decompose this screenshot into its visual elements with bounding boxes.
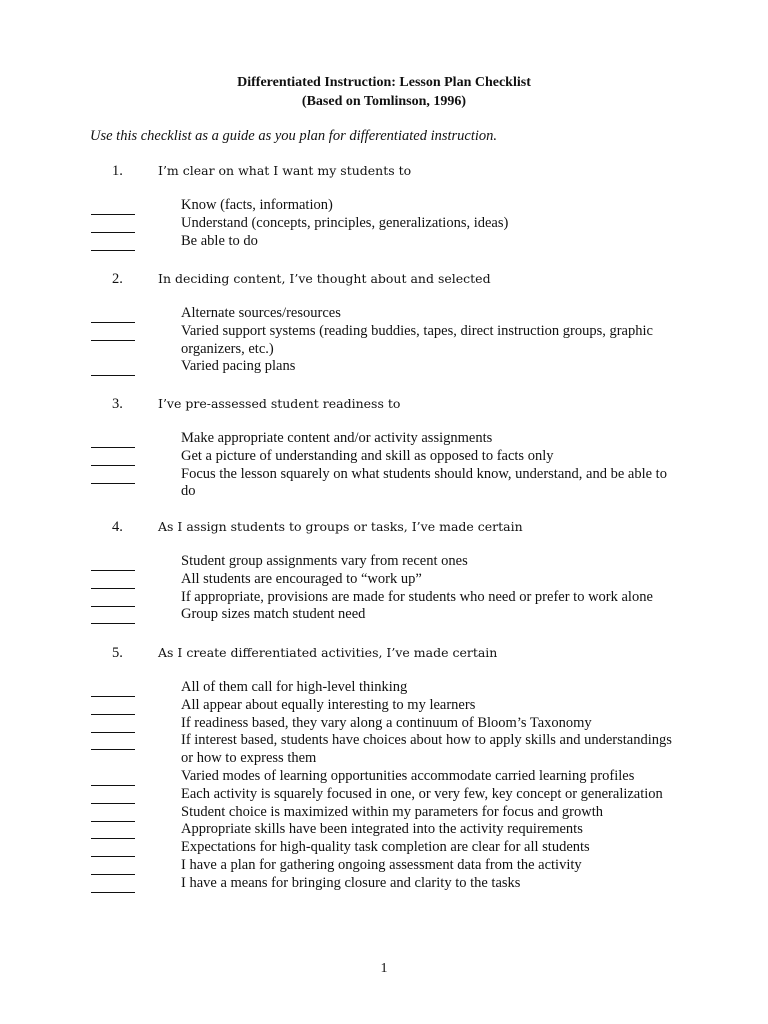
- checklist-items: [0, 430, 768, 501]
- checklist-item-text: Know (facts, information): [181, 197, 333, 213]
- checklist-item: [0, 571, 768, 589]
- checklist-item-text: All students are encouraged to “work up”: [181, 570, 422, 587]
- checkbox-blank-line[interactable]: [91, 821, 135, 839]
- checklist-item: [0, 553, 768, 571]
- section-number: 4.: [112, 519, 123, 535]
- checklist-item-text: If interest based, students have choices about how to apply skills and understandings or how to express them: [181, 732, 672, 767]
- section-title: In deciding content, I’ve thought about and selected: [158, 271, 491, 286]
- checklist-items: [0, 553, 768, 624]
- checklist-item-text: If readiness based, they vary along a continuum of Bloom’s Taxonomy: [181, 714, 592, 731]
- checkbox-blank-line[interactable]: [91, 215, 135, 233]
- checklist-item-text: Appropriate skills have been integrated into the activity requirements: [181, 821, 583, 838]
- checkbox-blank-line[interactable]: [91, 839, 135, 857]
- checklist-item: [0, 606, 768, 624]
- checklist-item: [0, 732, 768, 768]
- checkbox-blank-line[interactable]: [91, 786, 135, 804]
- checklist-item: [0, 358, 768, 376]
- checklist-item-text: Expectations for high-quality task completion are clear for all students: [181, 839, 590, 856]
- checklist-item: [0, 679, 768, 697]
- page-number: 1: [380, 961, 388, 976]
- checklist-section: [0, 270, 768, 376]
- section-number: 3.: [112, 396, 123, 412]
- checkbox-blank-line[interactable]: [91, 697, 135, 715]
- section-number: 2.: [112, 271, 123, 287]
- checklist-item-text: Varied support systems (reading buddies, tapes, direct instruction groups, graphic organizers, etc.): [181, 322, 653, 357]
- section-heading: [0, 644, 768, 662]
- checklist-item: [0, 448, 768, 466]
- checklist-item-text: Be able to do: [181, 232, 258, 249]
- checkbox-blank-line[interactable]: [91, 875, 135, 893]
- document-subtitle: (Based on Tomlinson, 1996): [301, 94, 467, 109]
- checkbox-blank-line[interactable]: [91, 606, 135, 624]
- checkbox-blank-line[interactable]: [91, 466, 135, 484]
- section-title: As I assign students to groups or tasks, I’ve made certain: [158, 519, 523, 534]
- checklist-item-text: Student choice is maximized within my parameters for focus and growth: [181, 803, 604, 820]
- checkbox-blank-line[interactable]: [91, 430, 135, 448]
- section-title: As I create differentiated activities, I’ve made certain: [158, 645, 498, 660]
- checklist-item: [0, 323, 768, 359]
- checkbox-blank-line[interactable]: [91, 679, 135, 697]
- intro-text: Use this checklist as a guide as you plan for differentiated instruction.: [90, 128, 498, 144]
- checklist-item: [0, 430, 768, 448]
- checklist-item: [0, 215, 768, 233]
- section-heading: [0, 162, 768, 180]
- checkbox-blank-line[interactable]: [91, 857, 135, 875]
- checklist-item-text: I have a means for bringing closure and clarity to the tasks: [181, 874, 521, 891]
- checklist-item-text: Each activity is squarely focused in one, or very few, key concept or generalization: [181, 785, 663, 802]
- checklist-item-text: Understand (concepts, principles, generalizations, ideas): [181, 214, 509, 231]
- checklist-item-text: All of them call for high-level thinking: [181, 679, 408, 695]
- checklist-item-text: Make appropriate content and/or activity assignments: [181, 430, 493, 446]
- checkbox-blank-line[interactable]: [91, 448, 135, 466]
- checklist-item: [0, 768, 768, 786]
- section-heading: [0, 395, 768, 413]
- checkbox-blank-line[interactable]: [91, 305, 135, 323]
- checklist-item: [0, 697, 768, 715]
- section-title: I’ve pre-assessed student readiness to: [158, 396, 401, 411]
- checklist-item-text: Varied modes of learning opportunities accommodate carried learning profiles: [181, 767, 635, 784]
- checklist-item-text: Student group assignments vary from recent ones: [181, 553, 468, 569]
- checklist-item: [0, 821, 768, 839]
- checklist-section: [0, 518, 768, 624]
- checklist-section: [0, 162, 768, 250]
- document-title: Differentiated Instruction: Lesson Plan Checklist: [237, 75, 531, 90]
- section-number: 5.: [112, 645, 123, 661]
- checklist-item-text: Varied pacing plans: [181, 358, 296, 375]
- checkbox-blank-line[interactable]: [91, 715, 135, 733]
- checkbox-blank-line[interactable]: [91, 571, 135, 589]
- checklist-section: [0, 395, 768, 501]
- checkbox-blank-line[interactable]: [91, 358, 135, 376]
- checkbox-blank-line[interactable]: [91, 197, 135, 215]
- checklist-item: [0, 786, 768, 804]
- checkbox-blank-line[interactable]: [91, 768, 135, 786]
- section-title: I’m clear on what I want my students to: [158, 163, 412, 178]
- checkbox-blank-line[interactable]: [91, 589, 135, 607]
- checklist-item: [0, 804, 768, 822]
- checkbox-blank-line[interactable]: [91, 233, 135, 251]
- checklist-item-text: I have a plan for gathering ongoing assessment data from the activity: [181, 856, 582, 873]
- checklist-item: [0, 589, 768, 607]
- checkbox-blank-line[interactable]: [91, 732, 135, 750]
- section-heading: [0, 270, 768, 288]
- checklist-item: [0, 233, 768, 251]
- checklist-item: [0, 839, 768, 857]
- checklist-item: [0, 857, 768, 875]
- checklist-item: [0, 875, 768, 893]
- checklist-items: [0, 305, 768, 376]
- checklist-item: [0, 305, 768, 323]
- checkbox-blank-line[interactable]: [91, 553, 135, 571]
- checklist-item: [0, 197, 768, 215]
- section-heading: [0, 518, 768, 536]
- checklist-item-text: Focus the lesson squarely on what students should know, understand, and be able to do: [181, 465, 667, 500]
- checklist-section: [0, 644, 768, 893]
- checklist-item-text: All appear about equally interesting to my learners: [181, 696, 476, 713]
- checkbox-blank-line[interactable]: [91, 804, 135, 822]
- checklist-item-text: Alternate sources/resources: [181, 305, 341, 321]
- checklist-items: [0, 679, 768, 893]
- checklist-item-text: Group sizes match student need: [181, 606, 366, 623]
- checklist-item: [0, 466, 768, 502]
- section-number: 1.: [112, 163, 123, 179]
- checklist-item: [0, 715, 768, 733]
- checklist-item-text: Get a picture of understanding and skill as opposed to facts only: [181, 447, 554, 464]
- checkbox-blank-line[interactable]: [91, 323, 135, 341]
- checklist-item-text: If appropriate, provisions are made for students who need or prefer to work alone: [181, 588, 653, 605]
- checklist-items: [0, 197, 768, 250]
